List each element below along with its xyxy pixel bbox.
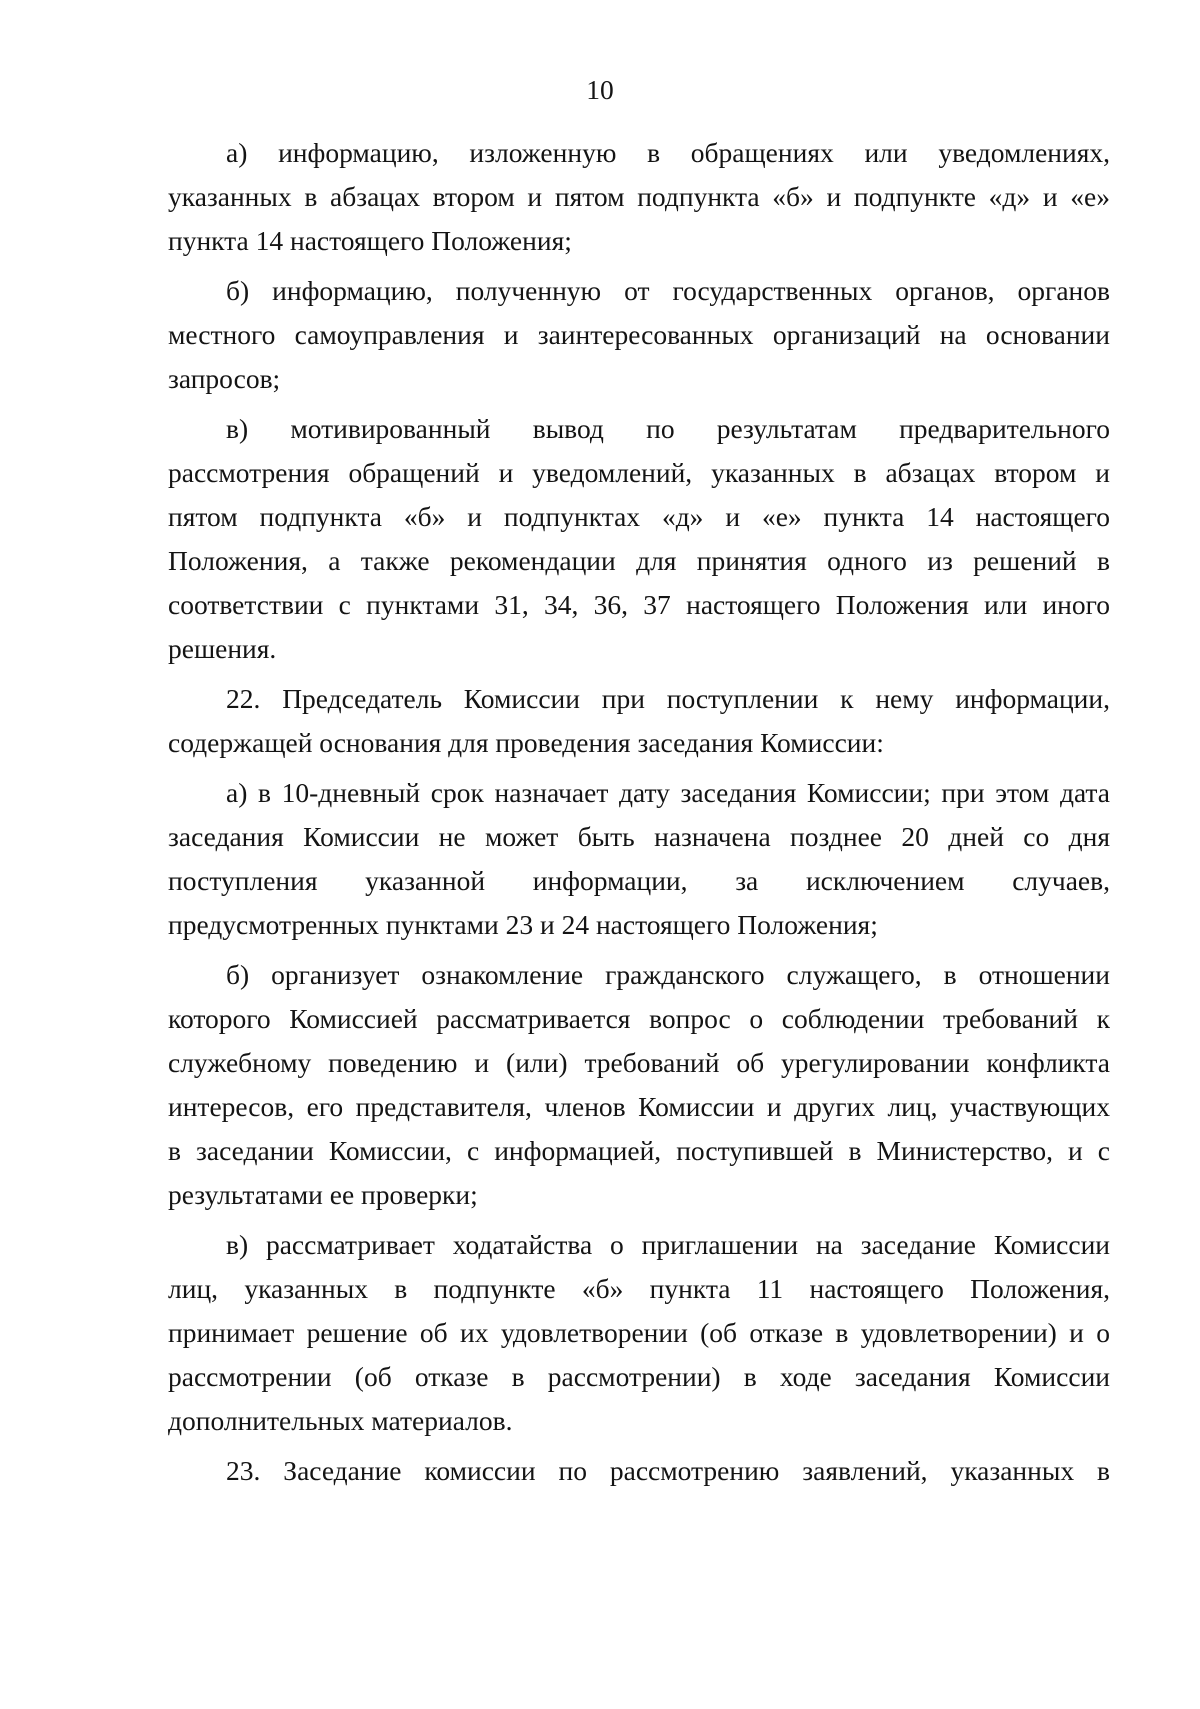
text-line: решения. [168, 633, 277, 664]
text-line: а) информацию, изложенную в обращениях или уведомлениях, [226, 137, 1110, 168]
text-line: предусмотренных пунктами 23 и 24 настоящего Положения; [168, 909, 878, 940]
text-line: пятом подпункта «б» и подпунктах «д» и «е» пункта 14 настоящего [168, 501, 1110, 532]
text-line: дополнительных материалов. [168, 1405, 513, 1436]
text-line: б) информацию, полученную от государственных органов, органов [226, 275, 1110, 306]
text-line: б) организует ознакомление гражданского служащего, в отношении [226, 959, 1110, 990]
text-line: принимает решение об их удовлетворении (об отказе в удовлетворении) и о [168, 1317, 1110, 1348]
text-line: в) мотивированный вывод по результатам предварительного [226, 413, 1110, 444]
text-line: пункта 14 настоящего Положения; [168, 225, 572, 256]
text-line: местного самоуправления и заинтересованных организаций на основании [168, 319, 1110, 350]
text-line: лиц, указанных в подпункте «б» пункта 11 настоящего Положения, [168, 1273, 1110, 1304]
text-line: запросов; [168, 363, 281, 394]
text-line: Положения, а также рекомендации для принятия одного из решений в [168, 545, 1110, 576]
text-line: в заседании Комиссии, с информацией, поступившей в Министерство, и с [168, 1135, 1110, 1166]
text-line: результатами ее проверки; [168, 1179, 478, 1210]
text-line: заседания Комиссии не может быть назначена позднее 20 дней со дня [168, 821, 1110, 852]
text-line: 23. Заседание комиссии по рассмотрению заявлений, указанных в [226, 1455, 1110, 1486]
text-line: указанных в абзацах втором и пятом подпункта «б» и подпункте «д» и «е» [168, 181, 1110, 212]
text-line: служебному поведению и (или) требований об урегулировании конфликта [168, 1047, 1110, 1078]
page-number: 10 [586, 74, 614, 105]
text-line: 22. Председатель Комиссии при поступлении к нему информации, [226, 683, 1110, 714]
text-line: поступления указанной информации, за исключением случаев, [168, 865, 1110, 896]
text-line: а) в 10-дневный срок назначает дату заседания Комиссии; при этом дата [226, 777, 1110, 808]
text-line: соответствии с пунктами 31, 34, 36, 37 настоящего Положения или иного [168, 589, 1110, 620]
text-line: которого Комиссией рассматривается вопрос о соблюдении требований к [168, 1003, 1110, 1034]
text-line: содержащей основания для проведения заседания Комиссии: [168, 727, 884, 758]
text-line: в) рассматривает ходатайства о приглашении на заседание Комиссии [226, 1229, 1110, 1260]
text-line: рассмотрении (об отказе в рассмотрении) в ходе заседания Комиссии [168, 1361, 1110, 1392]
text-line: интересов, его представителя, членов Комиссии и других лиц, участвующих [168, 1091, 1110, 1122]
text-line: рассмотрения обращений и уведомлений, указанных в абзацах втором и [168, 457, 1110, 488]
